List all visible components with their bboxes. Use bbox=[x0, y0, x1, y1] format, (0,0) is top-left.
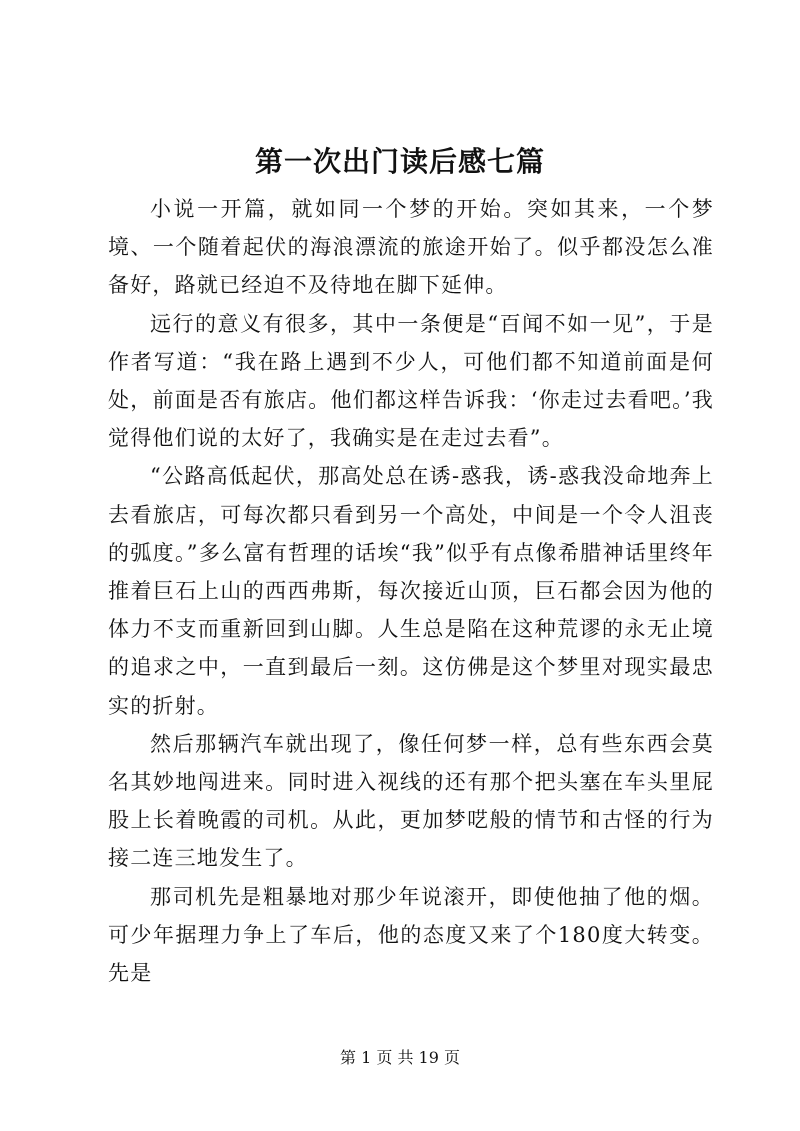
document-title: 第一次出门读后感七篇 bbox=[254, 145, 545, 178]
paragraph-2: 远行的意义有很多，其中一条便是“百闻不如一见”，于是作者写道：“我在路上遇到不少人，可他们都不知道前面是何处，前面是否有旅店。他们都这样告诉我：‘你走过去看吧。’我觉得他们说的太好了，我确实是在走过去看”。 bbox=[108, 311, 714, 451]
document-body bbox=[108, 190, 714, 992]
paragraph-1: 小说一开篇，就如同一个梦的开始。突如其来，一个梦境、一个随着起伏的海浪漂流的旅途开始了。似乎都没怎么准备好，路就已经迫不及待地在脚下延伸。 bbox=[108, 197, 714, 298]
paragraph-4: 然后那辆汽车就出现了，像任何梦一样，总有些东西会莫名其妙地闯进来。同时进入视线的还有那个把头塞在车头里屁股上长着晚霞的司机。从此，更加梦呓般的情节和古怪的行为接二连三地发生了。 bbox=[108, 731, 714, 871]
page-number-footer: 第 1 页 共 19 页 bbox=[340, 1048, 460, 1067]
paragraph-3: “公路高低起伏，那高处总在诱-惑我，诱-惑我没命地奔上去看旅店，可每次都只看到另一个高处，中间是一个令人沮丧的弧度。”多么富有哲理的话埃“我”似乎有点像希腊神话里终年推着巨石上山的西西弗斯，每次接近山顶，巨石都会因为他的体力不支而重新回到山脚。人生总是陷在这种荒谬的永无止境的追求之中，一直到最后一刻。这仿佛是这个梦里对现实最忠实的折射。 bbox=[108, 464, 714, 718]
paragraph-5: 那司机先是粗暴地对那少年说滚开，即使他抽了他的烟。可少年据理力争上了车后，他的态度又来了个180度大转变。先是 bbox=[108, 884, 714, 986]
